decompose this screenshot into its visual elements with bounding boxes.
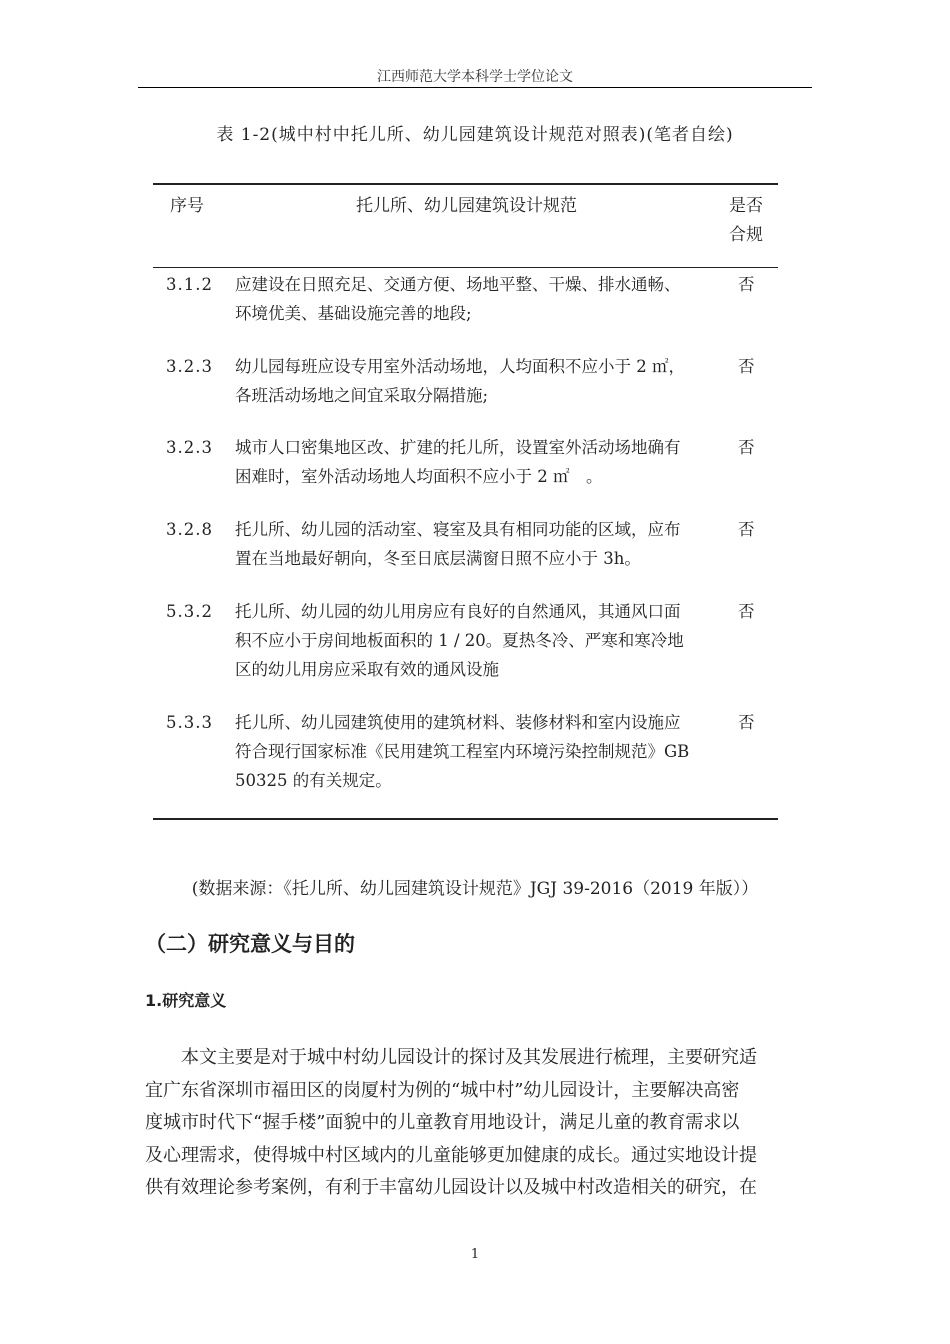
row-compliant: 否 [738, 438, 755, 457]
page-number: 1 [470, 1247, 480, 1262]
subsection-heading: 1.研究意义 [145, 991, 227, 1010]
text-line: 幼儿园每班应设专用室外活动场地，人均面积不应小于 2 ㎡， [235, 357, 685, 376]
row-number: 3.2.3 [166, 438, 213, 457]
row-regulation-text [235, 270, 715, 328]
row-compliant: 否 [738, 602, 755, 621]
text-line: 及心理需求，使得城中村区域内的儿童能够更加健康的成长。通过实地设计提 [145, 1144, 757, 1166]
text-line: 度城市时代下“握手楼”面貌中的儿童教育用地设计，满足儿童的教育需求以 [145, 1112, 740, 1133]
column-header-number: 序号 [170, 196, 204, 216]
row-regulation-text [235, 597, 715, 684]
row-compliant: 否 [738, 520, 755, 539]
text-line: 供有效理论参考案例，有利于丰富幼儿园设计以及城中村改造相关的研究，在 [145, 1177, 757, 1198]
row-number: 5.3.3 [166, 713, 213, 732]
column-header-compliant-line: 是否 [729, 196, 763, 216]
text-line: 应建设在日照充足、交通方便、场地平整、干燥、排水通畅、 [235, 275, 681, 294]
running-header: 江西师范大学本科学士学位论文 [377, 69, 573, 85]
row-compliant: 否 [738, 275, 755, 294]
body-paragraph [145, 1042, 809, 1205]
text-line: 各班活动场地之间宜采取分隔措施; [235, 386, 489, 405]
row-regulation-text [235, 515, 715, 573]
row-number: 5.3.2 [166, 602, 213, 621]
column-header-regulation: 托儿所、幼儿园建筑设计规范 [356, 196, 577, 216]
text-line: 积不应小于房间地板面积的 1 / 20。夏热冬冷、严寒和寒冷地 [235, 631, 684, 650]
row-number: 3.2.8 [166, 520, 213, 539]
text-line: 50325 的有关规定。 [235, 771, 392, 790]
text-line: 托儿所、幼儿园建筑使用的建筑材料、装修材料和室内设施应 [235, 713, 681, 732]
text-line: 符合现行国家标准《民用建筑工程室内环境污染控制规范》GB [235, 742, 690, 761]
text-line: 托儿所、幼儿园的幼儿用房应有良好的自然通风，其通风口面 [235, 602, 681, 621]
text-line: 城市人口密集地区改、扩建的托儿所，设置室外活动场地确有 [235, 438, 681, 457]
text-line: 本文主要是对于城中村幼儿园设计的探讨及其发展进行梳理，主要研究适 [145, 1047, 757, 1068]
header-rule [138, 87, 812, 88]
text-line: 宜广东省深圳市福田区的岗厦村为例的“城中村”幼儿园设计，主要解决高密 [145, 1079, 740, 1101]
row-regulation-text [235, 708, 715, 795]
table-caption: 表 1-2(城中村中托儿所、幼儿园建筑设计规范对照表)(笔者自绘) [216, 125, 734, 145]
row-regulation-text [235, 433, 715, 491]
table-top-rule [153, 183, 778, 185]
column-header-compliant-line: 合规 [729, 225, 763, 245]
table-bottom-rule [153, 818, 778, 820]
row-regulation-text [235, 352, 715, 410]
table-source-note: (数据来源：《托儿所、幼儿园建筑设计规范》JGJ 39-2016（2019 年版）） [191, 879, 759, 899]
text-line: 置在当地最好朝向，冬至日底层满窗日照不应小于 3h。 [235, 549, 641, 568]
row-number: 3.1.2 [166, 275, 213, 294]
row-compliant: 否 [738, 357, 755, 376]
column-header-compliant [729, 192, 763, 250]
row-compliant: 否 [738, 713, 755, 732]
row-number: 3.2.3 [166, 357, 213, 376]
table-header-rule [153, 267, 778, 268]
text-line: 困难时，室外活动场地人均面积不应小于 2 ㎡ 。 [235, 467, 603, 486]
text-line: 区的幼儿用房应采取有效的通风设施 [235, 660, 499, 679]
section-heading: （二）研究意义与目的 [145, 932, 355, 956]
text-line: 环境优美、基础设施完善的地段; [235, 304, 472, 323]
text-line: 托儿所、幼儿园的活动室、寝室及具有相同功能的区域，应布 [235, 520, 681, 539]
